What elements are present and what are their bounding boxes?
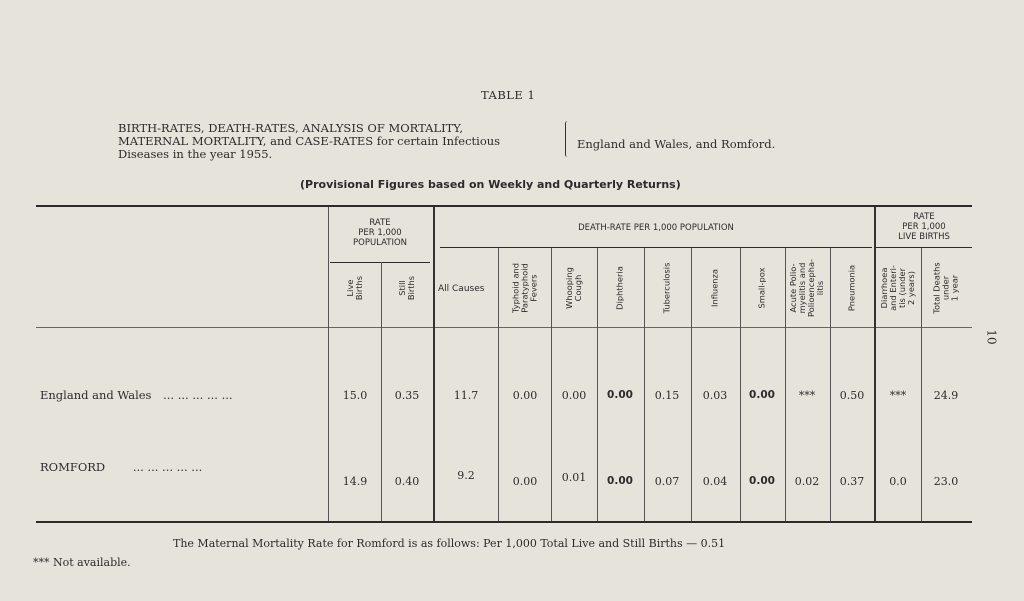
column-header-4: Whooping Cough <box>564 267 583 309</box>
footnote-maternal-mortality: The Maternal Mortality Rate for Romford is as follows: Per 1,000 Total Live and Still Births — 0.51 <box>173 537 726 550</box>
title-brace <box>565 121 570 157</box>
header-rate-per-population: RATE PER 1,000 POPULATION <box>353 218 407 248</box>
table-cell: 0.04 <box>702 475 728 488</box>
table-cell: 0.00 <box>512 389 538 402</box>
column-divider <box>785 248 786 521</box>
table-cell: 0.02 <box>794 475 820 488</box>
column-divider <box>830 248 831 521</box>
death-rate-subrule <box>440 247 872 248</box>
column-header-2: All Causes <box>438 284 485 294</box>
column-divider <box>433 207 435 521</box>
column-header-6: Tuberculosis <box>661 262 672 314</box>
footnote-not-available: *** Not available. <box>33 556 131 569</box>
table-cell: 0.00 <box>607 389 633 401</box>
column-divider <box>740 248 741 521</box>
table-cell: 14.9 <box>342 475 368 488</box>
column-header-7: Influenza <box>709 269 720 307</box>
table-cell: 0.37 <box>839 475 865 488</box>
live-births-subrule <box>876 247 972 248</box>
row-label-romford: ROMFORD ... ... ... ... ... <box>40 460 203 474</box>
title-line-2: MATERNAL MORTALITY, and CASE-RATES for certain Infectious <box>118 134 501 148</box>
table-cell: 0.07 <box>654 475 680 488</box>
table-cell: 0.00 <box>512 475 538 488</box>
row-label-england-wales: England and Wales ... ... ... ... ... <box>40 388 233 402</box>
title-line-1: BIRTH-RATES, DEATH-RATES, ANALYSIS OF MORTALITY, <box>118 121 464 135</box>
table-cell: *** <box>889 389 907 402</box>
header-rate-per-live-births: RATE PER 1,000 LIVE BIRTHS <box>898 212 950 242</box>
column-header-5: Diphtheria <box>614 266 625 310</box>
header-death-rate: DEATH-RATE PER 1,000 POPULATION <box>578 223 734 233</box>
column-header-9: Acute Polio- myelitis and Polioencepha- litis <box>788 258 825 318</box>
column-divider <box>874 207 876 521</box>
column-header-12: Total Deaths under 1 year <box>931 262 960 314</box>
table-cell: 0.15 <box>654 389 680 402</box>
title-line-3: Diseases in the year 1955. <box>118 147 273 161</box>
table-cell: 11.7 <box>453 389 479 402</box>
column-header-0: Live Births <box>345 275 364 301</box>
column-divider <box>498 248 499 521</box>
table-cell: 0.00 <box>607 475 633 487</box>
table-cell: *** <box>798 389 816 402</box>
table-cell: 0.00 <box>561 389 587 402</box>
table-cell: 0.0 <box>889 475 907 488</box>
table-cell: 0.35 <box>394 389 420 402</box>
column-divider <box>921 248 922 521</box>
column-header-10: Pneumonia <box>846 264 857 312</box>
table-cell: 0.01 <box>561 471 587 484</box>
table-subtitle: (Provisional Figures based on Weekly and Quarterly Returns) <box>300 178 681 191</box>
column-divider <box>644 248 645 521</box>
region-text: England and Wales, and Romford. <box>577 137 776 151</box>
column-header-3: Typhoid and Paratyphoid Fevers <box>510 262 539 314</box>
table-cell: 0.00 <box>749 475 775 487</box>
page-number: 10 <box>984 329 999 345</box>
population-subrule <box>330 262 430 263</box>
column-divider <box>551 248 552 521</box>
table-cell: 24.9 <box>933 389 959 402</box>
table-cell: 0.40 <box>394 475 420 488</box>
table-cell: 0.03 <box>702 389 728 402</box>
column-divider <box>597 248 598 521</box>
table-cell: 0.00 <box>749 389 775 401</box>
header-bottom-rule <box>36 327 972 328</box>
column-divider <box>328 207 329 521</box>
table-cell: 15.0 <box>342 389 368 402</box>
column-divider <box>381 262 382 521</box>
table-title <box>118 122 500 161</box>
table-cell: 0.50 <box>839 389 865 402</box>
column-header-8: Small-pox <box>756 267 767 309</box>
table-top-rule <box>36 205 972 207</box>
table-bottom-rule <box>36 521 972 523</box>
column-header-1: Still Births <box>397 275 416 301</box>
table-caption: TABLE 1 <box>481 88 536 102</box>
table-cell: 9.2 <box>457 469 475 482</box>
column-divider <box>691 248 692 521</box>
table-cell: 23.0 <box>933 475 959 488</box>
column-header-11: Diarrhoea and Enteri- tis (under 2 years) <box>879 265 916 311</box>
